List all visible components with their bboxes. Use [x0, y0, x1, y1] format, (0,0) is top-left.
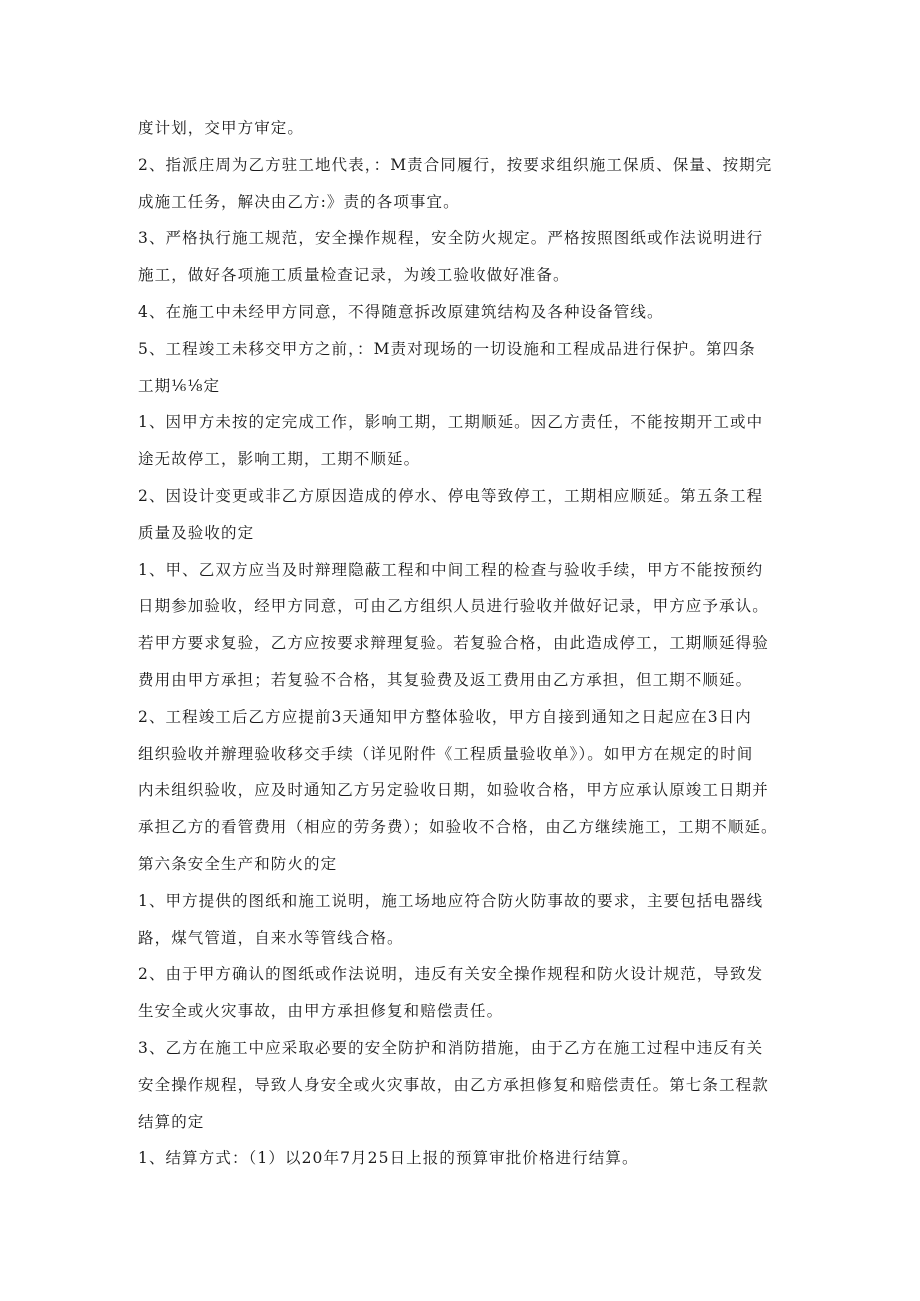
text-line: 2、工程竣工后乙方应提前3天通知甲方整体验收，甲方自接到通知之日起应在3日内: [138, 707, 752, 726]
text-line: 成施工任务，解决由乙方:》责的各项事宜。: [138, 192, 460, 211]
text-line: 1、因甲方未按的定完成工作，影响工期，工期顺延。因乙方责任，不能按期开工或中: [138, 413, 764, 432]
text-line: 1、结算方式：（1）以20年7月25日上报的预算审批价格进行结算。: [138, 1149, 639, 1168]
text-line: 2、由于甲方确认的图纸或作法说明，违反有关安全操作规程和防火设计规范，导致发: [138, 965, 764, 984]
text-line: 施工，做好各项施工质量检查记录，为竣工验收做好准备。: [138, 266, 570, 285]
text-line: 3、严格执行施工规范，安全操作规程，安全防火规定。严格按照图纸或作法说明进行: [138, 229, 764, 248]
text-line: 途无故停工，影响工期，工期不顺延。: [138, 450, 421, 469]
text-line: 组织验收并辦理验收移交手续（详见附件《工程质量验收单》）。如甲方在规定的时间: [138, 744, 754, 763]
text-line: 2、因设计变更或非乙方原因造成的停水、停电等致停工，工期相应顺延。第五条工程: [138, 486, 764, 505]
text-line: 1、甲、乙双方应当及时辩理隐蔽工程和中间工程的检查与验收手续，甲方不能按预约: [138, 560, 764, 579]
text-line: 日期参加验收，经甲方同意，可由乙方组织人员进行验收并做好记录，甲方应予承认。: [138, 597, 769, 616]
text-line: 结算的定: [138, 1112, 205, 1131]
text-line: 承担乙方的看管费用（相应的劳务费）；如验收不合格，由乙方继续施工，工期不顺延。: [138, 818, 778, 837]
text-line: 4、在施工中未经甲方同意，不得随意拆改原建筑结构及各种设备管线。: [138, 302, 664, 321]
text-line: 第六条安全生产和防火的定: [138, 854, 338, 873]
text-line: 度计划，交甲方审定。: [138, 119, 305, 137]
text-line: 质量及验收的定: [138, 523, 255, 542]
text-line: 5、工程竣工未移交甲方之前，：M责对现场的一切设施和工程成品进行保护。第四条: [138, 339, 756, 358]
text-line: 路，煤气管道，自来水等管线合格。: [138, 928, 404, 947]
text-line: 工期⅙⅛定: [138, 376, 221, 395]
text-line: 2、指派庄周为乙方驻工地代表，：M责合同履行，按要求组织施工保质、保量、按期完: [138, 155, 773, 174]
text-line: 1、甲方提供的图纸和施工说明，施工场地应符合防火防事故的要求，主要包括电器线: [138, 891, 764, 910]
document-body: [138, 110, 798, 1177]
text-line: 内未组织验收，应及时通知乙方另定验收日期，如验收合格，甲方应承认原竣工日期并: [138, 781, 769, 800]
text-line: 费用由甲方承担；若复验不合格，其复验费及返工费用由乙方承担，但工期不顺延。: [138, 670, 753, 689]
text-line: 若甲方要求复验，乙方应按要求辩理复验。若复验合格，由此造成停工，工期顺延得验: [138, 634, 769, 653]
text-line: 安全操作规程，导致人身安全或火灾事故，由乙方承担修复和赔偿责任。第七条工程款: [138, 1075, 769, 1094]
text-line: 3、乙方在施工中应采取必要的安全防护和消防措施，由于乙方在施工过程中违反有关: [138, 1038, 764, 1057]
text-line: 生安全或火灾事故，由甲方承担修复和赔偿责任。: [138, 1002, 504, 1021]
